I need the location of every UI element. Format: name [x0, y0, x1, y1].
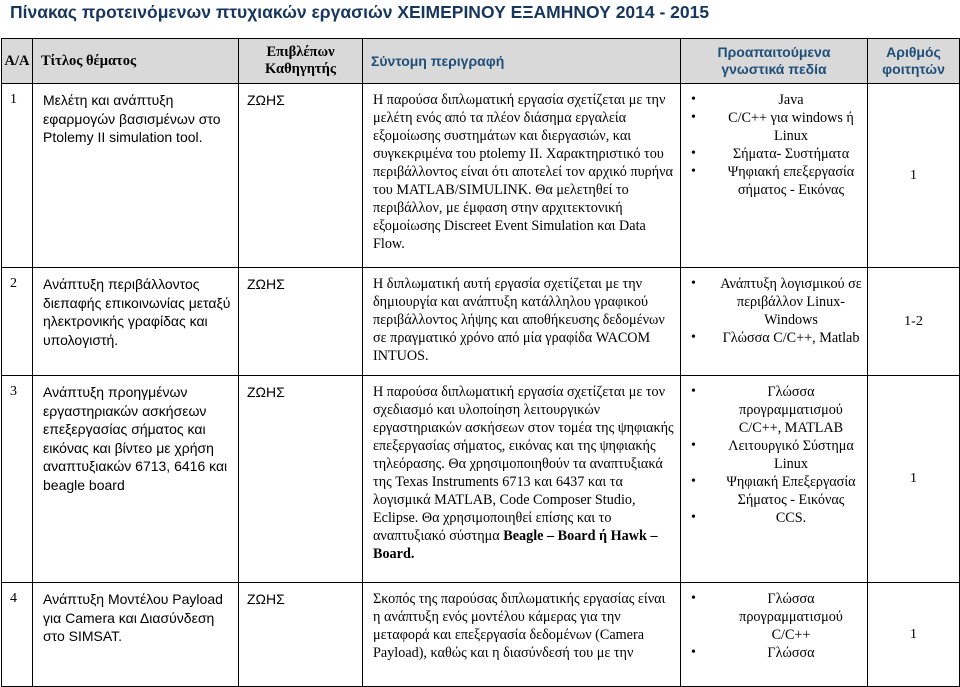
- row-description-bold: Beagle – Board ή Hawk – Board.: [373, 528, 658, 562]
- table-row: [2, 268, 960, 376]
- row-students: 1: [868, 84, 960, 268]
- header-students-line1: Αριθμός: [886, 44, 941, 60]
- row-students: 1-2: [868, 268, 960, 376]
- header-prerequisites: [681, 39, 868, 84]
- row-supervisor: ΖΩΗΣ: [239, 268, 363, 376]
- prerequisite-item: • Ψηφιακή Επεξεργασία Σήματος - Εικόνας: [689, 473, 863, 509]
- header-supervisor-line1: Επιβλέπων: [266, 44, 335, 60]
- row-supervisor: ΖΩΗΣ: [239, 84, 363, 268]
- page-title: Πίνακας προτεινόμενων πτυχιακών εργασιών ΧΕΙΜΕΡΙΝΟΥ ΕΞΑΜΗΝΟΥ 2014 - 2015: [10, 2, 710, 22]
- theses-table: [1, 38, 960, 687]
- row-index: 3: [2, 376, 33, 583]
- prerequisite-item: • Ψηφιακή επεξεργασία σήματος - Εικόνας: [689, 163, 863, 199]
- table-row: [2, 84, 960, 268]
- prerequisite-item: • Σήματα- Συστήματα: [689, 145, 863, 163]
- header-students: [868, 39, 960, 84]
- row-prerequisites: [681, 84, 868, 268]
- header-supervisor: [239, 39, 363, 84]
- table-row: [2, 583, 960, 687]
- row-supervisor: ΖΩΗΣ: [239, 583, 363, 687]
- prerequisite-item: • CCS.: [689, 509, 863, 527]
- row-prerequisites: [681, 268, 868, 376]
- prerequisite-item: • Γλώσσα: [689, 644, 863, 662]
- prerequisite-item: • Γλώσσα προγραμματισμού C/C++: [689, 590, 863, 644]
- row-description: Σκοπός της παρούσας διπλωματικής εργασίας είναι η ανάπτυξη ενός μοντέλου κάμερας για την μεταφορά και επεξεργασία δεδομένων (Camera Payload), καθώς και η διασύνδεσή του με την: [363, 583, 681, 687]
- row-supervisor: ΖΩΗΣ: [239, 376, 363, 583]
- row-title: Μελέτη και ανάπτυξη εφαρμογών βασισμένων στο Ptolemy II simulation tool.: [33, 84, 239, 268]
- prerequisite-item: • C/C++ για windows ή Linux: [689, 109, 863, 145]
- header-title: Τίτλος θέματος: [33, 39, 239, 84]
- row-description-text: Η παρούσα διπλωματική εργασία σχετίζεται με τον σχεδιασμό και υλοποίηση λειτουργικών εργαστηριακών ασκήσεων στον τομέα της ψηφιακής επεξεργασίας σήματος, εικόνας και της ψηφιακής τηλεόρασης. Θα χρησιμοποιηθούν τα αναπτυξιακά της Texas Instruments 6713 και 6437 και τα λογισμικά MATLAB, Code Composer Studio, Eclipse. Θα χρησιμοποιηθεί επίσης και το αναπτυξιακό σύστημα: [373, 384, 674, 544]
- prerequisite-item: • Γλώσσα προγραμματισμού C/C++, MATLAB: [689, 383, 863, 437]
- header-prereq-line1: Προαπαιτούμενα: [717, 44, 831, 60]
- row-prerequisites: [681, 583, 868, 687]
- row-title: Ανάπτυξη Μοντέλου Payload για Camera και Διασύνδεση στο SIMSAT.: [33, 583, 239, 687]
- prerequisite-item: • Γλώσσα C/C++, Matlab: [689, 329, 863, 347]
- header-supervisor-line2: Καθηγητής: [265, 61, 336, 77]
- row-students: 1: [868, 376, 960, 583]
- row-prerequisites: [681, 376, 868, 583]
- row-students: 1: [868, 583, 960, 687]
- row-title: Ανάπτυξη προηγμένων εργαστηριακών ασκήσεων επεξεργασίας σήματος και εικόνας και βίντεο με χρήση αναπτυξιακών 6713, 6416 και beagle board: [33, 376, 239, 583]
- row-index: 2: [2, 268, 33, 376]
- header-description: Σύντομη περιγραφή: [363, 39, 681, 84]
- header-students-line2: φοιτητών: [882, 61, 945, 77]
- row-index: 1: [2, 84, 33, 268]
- row-description: [363, 376, 681, 583]
- table-header-row: [2, 39, 960, 84]
- table-row: [2, 376, 960, 583]
- prerequisite-item: • Λειτουργικό Σύστημα Linux: [689, 437, 863, 473]
- header-index: Α/Α: [2, 39, 33, 84]
- row-index: 4: [2, 583, 33, 687]
- row-title: Ανάπτυξη περιβάλλοντος διεπαφής επικοινωνίας μεταξύ ηλεκτρονικής γραφίδας και υπολογιστή.: [33, 268, 239, 376]
- prerequisite-item: • Ανάπτυξη λογισμικού σε περιβάλλον Linux-Windows: [689, 275, 863, 329]
- row-description: Η διπλωματική αυτή εργασία σχετίζεται με την δημιουργία και ανάπτυξη κατάλληλου γραφικού περιβάλλοντος λήψης και αποθήκευσης δεδομένων σε πραγματικό χρόνο από μία γραφίδα WACOM INTUOS.: [363, 268, 681, 376]
- prerequisite-item: • Java: [689, 91, 863, 109]
- row-description: Η παρούσα διπλωματική εργασία σχετίζεται με την μελέτη ενός από τα πλέον διάσημα εργαλεία εξομοίωσης συστημάτων και διεργασιών, και συγκεκριμένα του ptolemy II. Χαρακτηριστικό του περιβάλλοντος είναι ότι αποτελεί τον αρχικό πυρήνα του MATLAB/SIMULINK. Θα μελετηθεί το περιβάλλον, με έμφαση στην αρχιτεκτονική εξομοίωσης Discreet Event Simulation και Data Flow.: [363, 84, 681, 268]
- header-prereq-line2: γνωστικά πεδία: [721, 61, 827, 77]
